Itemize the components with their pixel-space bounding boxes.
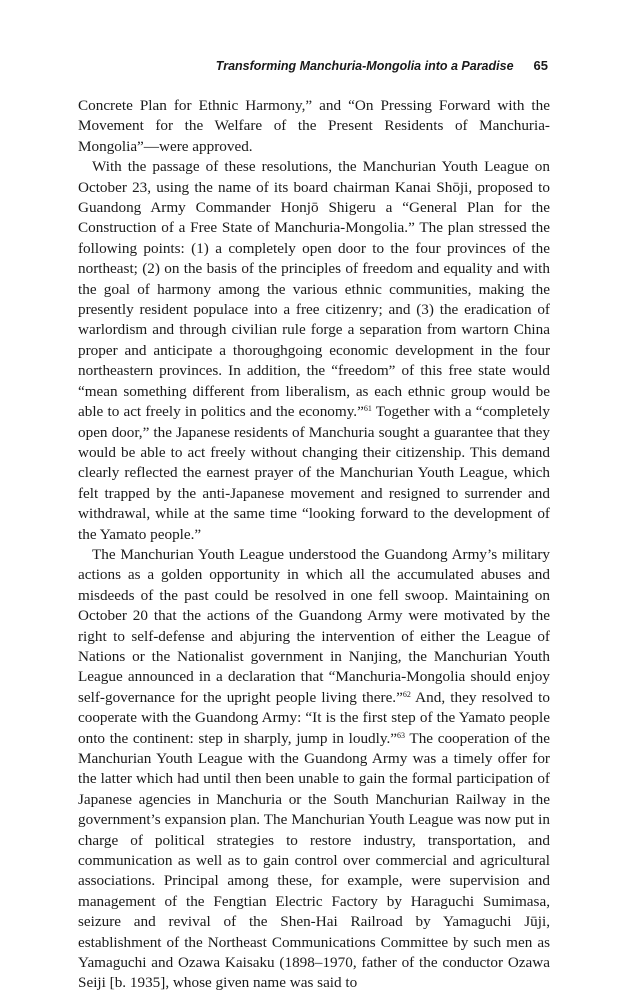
paragraph-1-text: Concrete Plan for Ethnic Harmony,” and “On Pressing Forward with the Movement for the Welfare of the Present Residents of Manchuria-Mongolia”—were approved. xyxy=(78,97,550,155)
running-head xyxy=(78,58,548,76)
paragraph-3-text-c: The cooperation of the Manchurian Youth League with the Guandong Army was a timely offer for the latter which had until then been unable to gain the formal participation of Japanese agencies in Manchuria or the South Manchurian Railway in the government’s expansion plan. The Manchurian Youth League was now put in charge of political strategies to restore industry, transportation, and communication as well as to gain control over commercial and agricultural associations. Principal among these, for example, were supervision and management of the Fengtian Electric Factory by Haraguchi Sumimasa, seizure and revival of the Shen-Hai Railroad by Yamaguchi Jūji, establishment of the Northeast Communications Committee by such men as Yamaguchi and Ozawa Kaisaku (1898–1970, father of the conductor Ozawa Seiji [b. 1935], whose given name was said to xyxy=(78,729,550,992)
page-number: 65 xyxy=(533,58,548,73)
footnote-ref-61[interactable]: 61 xyxy=(363,404,372,414)
paragraph-2-text-b: Together with a “completely open door,” the Japanese residents of Manchuria sought a guarantee that they would be able to act freely without changing their citizenship. This demand clearly reflected the earnest prayer of the Manchurian Youth League, which felt trapped by the anti-Japanese movement and resigned to surrender and withdrawal, while at the same time “looking forward to the development of the Yamato people.” xyxy=(78,403,550,543)
footnote-ref-62[interactable]: 62 xyxy=(402,689,411,699)
paragraph-2 xyxy=(78,157,550,545)
footnote-ref-63[interactable]: 63 xyxy=(397,730,405,740)
paragraph-1 xyxy=(78,96,550,157)
paragraph-3 xyxy=(78,545,550,994)
book-page xyxy=(78,58,550,994)
paragraph-2-text-a: With the passage of these resolutions, the Manchurian Youth League on October 23, using the name of its board chairman Kanai Shōji, proposed to Guandong Army Commander Honjō Shigeru a “General Plan for the Construction of a Free State of Manchuria-Mongolia.” The plan stressed the following points: (1) a completely open door to the four provinces of the northeast; (2) on the basis of the principles of freedom and equality and with the goal of harmony among the various ethnic communities, making the presently resident populace into a free citizenry; and (3) the eradication of warlordism and through civilian rule forge a separation from wartorn China proper and anticipate a thoroughgoing economic development in the four northeastern provinces. In addition, the “freedom” of this free state would “mean something different from liberalism, as each ethnic group would be able to act freely in politics and the economy.” xyxy=(78,158,550,421)
paragraph-3-text-a: The Manchurian Youth League understood the Guandong Army’s military actions as a golden opportunity in which all the accumulated abuses and misdeeds of the past could be resolved in one fell swoop. Maintaining on October 20 that the actions of the Guandong Army were motivated by the right to self-defense and abjuring the intervention of either the League of Nations or the Nationalist government in Nanjing, the Manchurian Youth League announced in a declaration that “Manchuria-Mongolia should enjoy self-governance for the upright people living there.” xyxy=(78,545,550,706)
running-title: Transforming Manchuria-Mongolia into a Paradise xyxy=(215,59,514,73)
paragraph-3-text-b: And, they resolved to cooperate with the Guandong Army: “It is the first step of the Yamato people onto the continent: step in sharply, jump in loudly.” xyxy=(78,688,550,747)
body-text xyxy=(78,96,550,994)
